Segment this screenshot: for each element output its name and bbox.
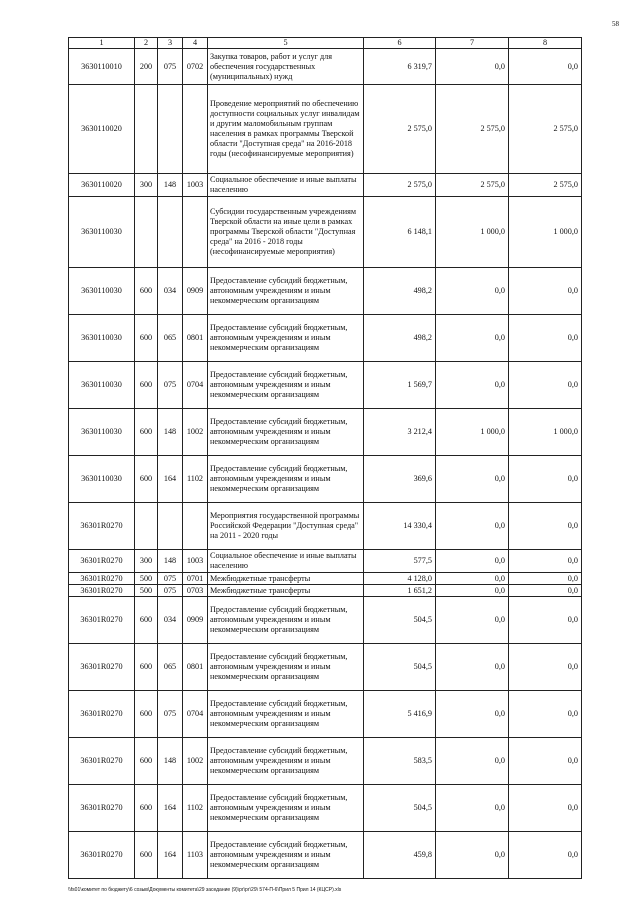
code-cell: 36301R0270 [69,573,135,585]
section-cell: 1102 [183,456,208,503]
table-row [69,832,582,879]
value-2018-cell: 2 575,0 [509,174,582,197]
section-cell: 0801 [183,644,208,691]
value-2018-cell: 0,0 [509,573,582,585]
value-2017-cell: 0,0 [436,691,509,738]
code-cell: 3630110030 [69,456,135,503]
value-2017-cell: 0,0 [436,644,509,691]
name-cell: Закупка товаров, работ и услуг для обеспечения государственных (муниципальных) нужд [208,49,364,85]
value-2017-cell: 0,0 [436,456,509,503]
value-2016-cell: 498,2 [364,315,436,362]
value-2016-cell: 6 148,1 [364,197,436,268]
value-2016-cell: 459,8 [364,832,436,879]
page-number: 58 [612,20,619,28]
vr-cell: 600 [135,362,158,409]
value-2016-cell: 498,2 [364,268,436,315]
code-cell: 3630110030 [69,268,135,315]
value-2016-cell: 2 575,0 [364,85,436,174]
table-row [69,268,582,315]
section-cell: 0701 [183,573,208,585]
name-cell: Субсидии государственным учреждениям Тверской области на иные цели в рамках программы Тверской области "Доступная среда" на 2016 - 2018 годы (несофинансируемые мероприятия) [208,197,364,268]
value-2016-cell: 5 416,9 [364,691,436,738]
value-2016-cell: 2 575,0 [364,174,436,197]
vr-cell: 600 [135,456,158,503]
table-row [69,503,582,550]
table-row [69,362,582,409]
code-cell: 36301R0270 [69,738,135,785]
code-cell: 36301R0270 [69,597,135,644]
name-cell: Предоставление субсидий бюджетным, автономным учреждениям и иным некоммерческим организациям [208,691,364,738]
value-2017-cell: 0,0 [436,738,509,785]
section-cell: 0801 [183,315,208,362]
table-row [69,585,582,597]
name-cell: Предоставление субсидий бюджетным, автономным учреждениям и иным некоммерческим организациям [208,832,364,879]
table-row [69,550,582,573]
value-2018-cell: 2 575,0 [509,85,582,174]
name-cell: Предоставление субсидий бюджетным, автономным учреждениям и иным некоммерческим организациям [208,644,364,691]
name-cell: Предоставление субсидий бюджетным, автономным учреждениям и иным некоммерческим организациям [208,597,364,644]
value-2017-cell: 1 000,0 [436,409,509,456]
value-2017-cell: 2 575,0 [436,174,509,197]
value-2018-cell: 0,0 [509,315,582,362]
header-cell: 5 [208,38,364,49]
section-cell: 0703 [183,585,208,597]
code-cell: 36301R0270 [69,691,135,738]
value-2018-cell: 1 000,0 [509,409,582,456]
grbs-cell: 034 [158,597,183,644]
value-2017-cell: 0,0 [436,785,509,832]
section-cell: 1103 [183,832,208,879]
table-row [69,573,582,585]
vr-cell: 500 [135,573,158,585]
value-2018-cell: 0,0 [509,644,582,691]
name-cell: Предоставление субсидий бюджетным, автономным учреждениям и иным некоммерческим организациям [208,785,364,832]
code-cell: 3630110030 [69,315,135,362]
vr-cell: 600 [135,268,158,315]
grbs-cell: 034 [158,268,183,315]
grbs-cell: 164 [158,785,183,832]
value-2016-cell: 1 569,7 [364,362,436,409]
vr-cell: 600 [135,597,158,644]
table-row [69,691,582,738]
grbs-cell [158,85,183,174]
code-cell: 36301R0270 [69,550,135,573]
table-row [69,409,582,456]
value-2016-cell: 577,5 [364,550,436,573]
value-2016-cell: 6 319,7 [364,49,436,85]
grbs-cell: 148 [158,550,183,573]
grbs-cell [158,503,183,550]
code-cell: 3630110030 [69,362,135,409]
grbs-cell [158,197,183,268]
vr-cell: 600 [135,785,158,832]
name-cell: Предоставление субсидий бюджетным, автономным учреждениям и иным некоммерческим организациям [208,315,364,362]
value-2018-cell: 0,0 [509,691,582,738]
table-row [69,738,582,785]
name-cell: Межбюджетные трансферты [208,585,364,597]
code-cell: 36301R0270 [69,832,135,879]
vr-cell: 600 [135,832,158,879]
section-cell: 0909 [183,597,208,644]
value-2018-cell: 0,0 [509,585,582,597]
value-2018-cell: 0,0 [509,597,582,644]
value-2018-cell: 0,0 [509,268,582,315]
name-cell: Предоставление субсидий бюджетным, автономным учреждениям и иным некоммерческим организациям [208,268,364,315]
table-row [69,785,582,832]
name-cell: Социальное обеспечение и иные выплаты населению [208,550,364,573]
value-2018-cell: 0,0 [509,738,582,785]
vr-cell: 300 [135,174,158,197]
vr-cell: 300 [135,550,158,573]
grbs-cell: 065 [158,644,183,691]
name-cell: Предоставление субсидий бюджетным, автономным учреждениям и иным некоммерческим организациям [208,409,364,456]
code-cell: 3630110010 [69,49,135,85]
value-2017-cell: 0,0 [436,832,509,879]
grbs-cell: 164 [158,456,183,503]
vr-cell [135,197,158,268]
budget-table [68,37,582,879]
vr-cell [135,503,158,550]
vr-cell: 600 [135,315,158,362]
name-cell: Предоставление субсидий бюджетным, автономным учреждениям и иным некоммерческим организациям [208,738,364,785]
value-2016-cell: 504,5 [364,597,436,644]
value-2016-cell: 14 330,4 [364,503,436,550]
name-cell: Предоставление субсидий бюджетным, автономным учреждениям и иным некоммерческим организациям [208,456,364,503]
header-cell: 6 [364,38,436,49]
section-cell: 0704 [183,362,208,409]
section-cell [183,503,208,550]
section-cell: 1102 [183,785,208,832]
value-2018-cell: 0,0 [509,49,582,85]
code-cell: 36301R0270 [69,785,135,832]
name-cell: Социальное обеспечение и иные выплаты населению [208,174,364,197]
value-2016-cell: 504,5 [364,644,436,691]
value-2016-cell: 583,5 [364,738,436,785]
header-cell: 8 [509,38,582,49]
value-2016-cell: 369,6 [364,456,436,503]
vr-cell: 600 [135,409,158,456]
table-row [69,197,582,268]
vr-cell: 600 [135,738,158,785]
table-row [69,315,582,362]
file-path-footer: \\fs01\комитет по бюджету\6 созыв\Документы комитета\29 заседание (9)\рг\рг\29\ 574-П-6\Прил 5 Прил 14 (КЦСР).xls [68,887,342,893]
table-row [69,597,582,644]
section-cell: 1003 [183,550,208,573]
header-cell: 2 [135,38,158,49]
value-2016-cell: 504,5 [364,785,436,832]
grbs-cell: 075 [158,691,183,738]
vr-cell: 600 [135,644,158,691]
value-2017-cell: 0,0 [436,550,509,573]
section-cell: 0702 [183,49,208,85]
grbs-cell: 148 [158,174,183,197]
header-cell: 3 [158,38,183,49]
grbs-cell: 075 [158,49,183,85]
name-cell: Мероприятия государственной программы Российской Федерации "Доступная среда" на 2011 - 2020 годы [208,503,364,550]
grbs-cell: 164 [158,832,183,879]
vr-cell: 600 [135,691,158,738]
grbs-cell: 148 [158,738,183,785]
section-cell: 1003 [183,174,208,197]
value-2016-cell: 1 651,2 [364,585,436,597]
value-2017-cell: 0,0 [436,573,509,585]
value-2018-cell: 0,0 [509,503,582,550]
table-body [69,38,582,879]
section-cell: 0704 [183,691,208,738]
code-cell: 3630110030 [69,197,135,268]
grbs-cell: 065 [158,315,183,362]
header-cell: 1 [69,38,135,49]
name-cell: Проведение мероприятий по обеспечению доступности социальных услуг инвалидам и другим маломобильным группам населения в рамках программы Тверской области "Доступная среда" на 2016-2018 годы (несофинансируемые мероприятия) [208,85,364,174]
name-cell: Межбюджетные трансферты [208,573,364,585]
value-2018-cell: 0,0 [509,362,582,409]
code-cell: 36301R0270 [69,585,135,597]
value-2017-cell: 0,0 [436,268,509,315]
vr-cell: 500 [135,585,158,597]
table-row [69,644,582,691]
section-cell: 1002 [183,738,208,785]
code-cell: 3630110020 [69,85,135,174]
header-cell: 7 [436,38,509,49]
value-2017-cell: 0,0 [436,503,509,550]
code-cell: 36301R0270 [69,644,135,691]
vr-cell: 200 [135,49,158,85]
value-2017-cell: 0,0 [436,49,509,85]
table-row [69,174,582,197]
header-cell: 4 [183,38,208,49]
header-row [69,38,582,49]
table-row [69,49,582,85]
grbs-cell: 075 [158,585,183,597]
grbs-cell: 075 [158,573,183,585]
name-cell: Предоставление субсидий бюджетным, автономным учреждениям и иным некоммерческим организациям [208,362,364,409]
value-2018-cell: 0,0 [509,785,582,832]
value-2017-cell: 1 000,0 [436,197,509,268]
value-2016-cell: 4 128,0 [364,573,436,585]
vr-cell [135,85,158,174]
section-cell: 1002 [183,409,208,456]
value-2017-cell: 0,0 [436,585,509,597]
value-2018-cell: 0,0 [509,456,582,503]
value-2017-cell: 0,0 [436,315,509,362]
code-cell: 36301R0270 [69,503,135,550]
value-2018-cell: 1 000,0 [509,197,582,268]
code-cell: 3630110020 [69,174,135,197]
value-2017-cell: 0,0 [436,597,509,644]
value-2017-cell: 0,0 [436,362,509,409]
table-row [69,85,582,174]
value-2018-cell: 0,0 [509,832,582,879]
section-cell [183,85,208,174]
grbs-cell: 075 [158,362,183,409]
value-2016-cell: 3 212,4 [364,409,436,456]
grbs-cell: 148 [158,409,183,456]
value-2018-cell: 0,0 [509,550,582,573]
section-cell [183,197,208,268]
table-row [69,456,582,503]
section-cell: 0909 [183,268,208,315]
value-2017-cell: 2 575,0 [436,85,509,174]
code-cell: 3630110030 [69,409,135,456]
